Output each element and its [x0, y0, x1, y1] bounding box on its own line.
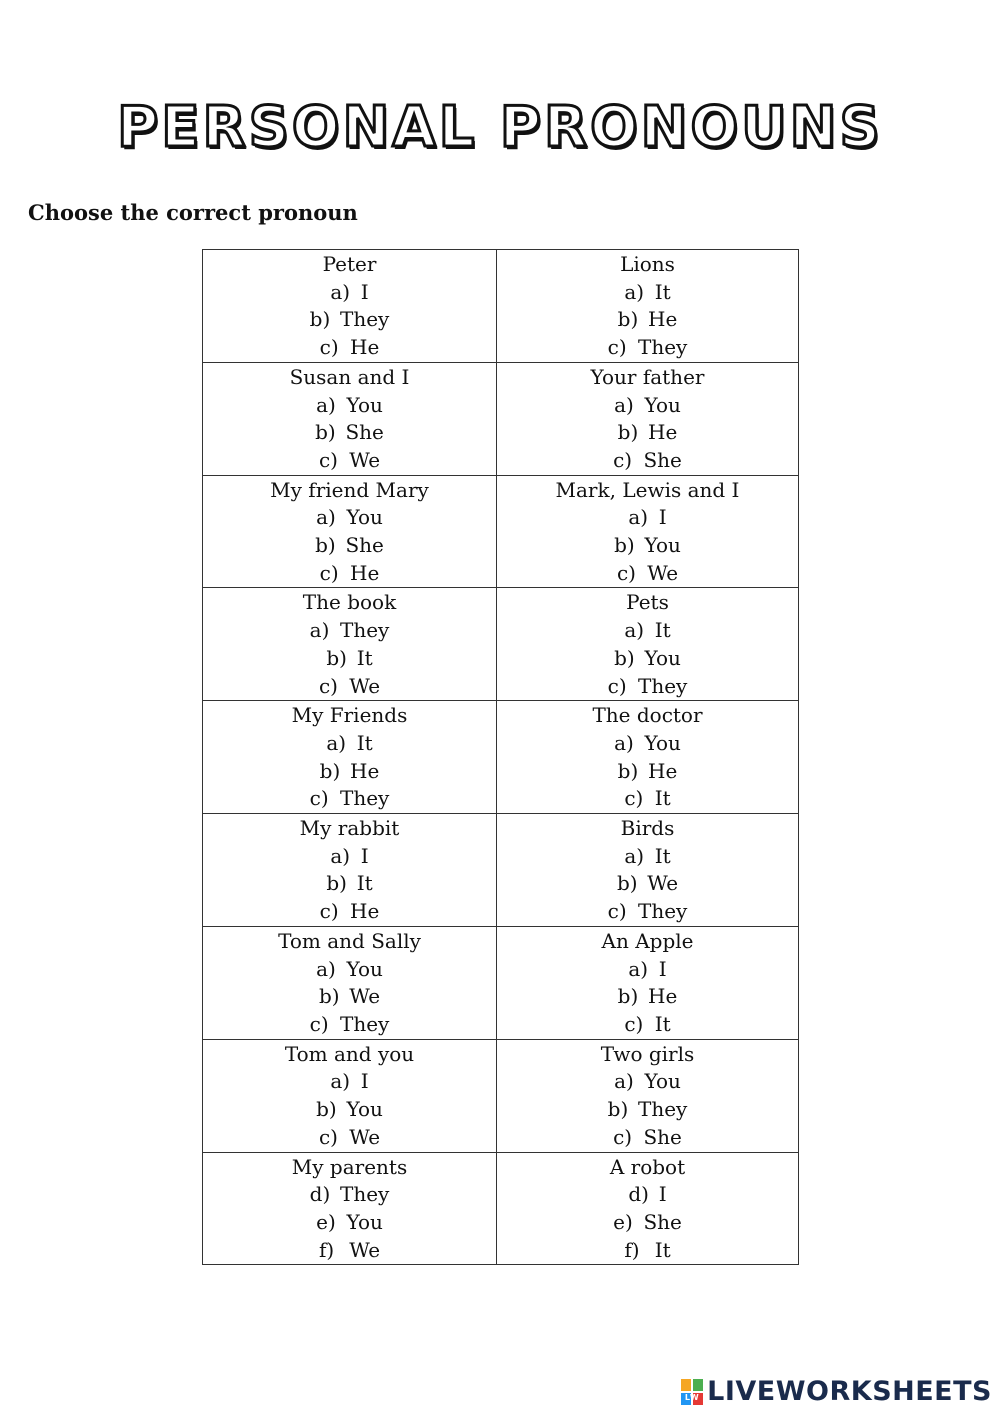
option-text: It: [654, 786, 671, 811]
question-row: [203, 701, 799, 814]
question-subject: A robot: [609, 1154, 686, 1179]
option-text: She: [345, 533, 384, 558]
option-letter: c): [624, 1011, 644, 1036]
option-text: We: [349, 673, 381, 698]
option-text: They: [638, 899, 688, 924]
question-subject: Susan and I: [289, 364, 410, 389]
option-letter: b): [326, 871, 347, 896]
answer-option[interactable]: [497, 983, 798, 1011]
option-text: We: [647, 560, 679, 585]
question-cell: [203, 701, 497, 814]
option-letter: b): [617, 758, 639, 783]
question-subject: Peter: [322, 252, 377, 276]
answer-option[interactable]: [203, 560, 496, 588]
option-letter: b): [617, 984, 639, 1009]
answer-option[interactable]: [203, 730, 496, 758]
option-letter: c): [318, 1124, 338, 1149]
answer-option[interactable]: [203, 1181, 496, 1209]
option-letter: a): [614, 1069, 634, 1094]
question-row: [203, 1152, 799, 1265]
option-text: She: [643, 447, 682, 472]
question-subject: My rabbit: [299, 816, 400, 841]
brand-name: LIVEWORKSHEETS: [707, 1376, 992, 1407]
option-letter: b): [616, 871, 638, 896]
question-cell: [203, 588, 497, 701]
option-letter: e): [316, 1209, 336, 1234]
option-text: You: [644, 533, 681, 558]
option-text: You: [644, 645, 681, 670]
answer-option[interactable]: [203, 785, 496, 813]
option-letter: b): [316, 1097, 337, 1122]
option-letter: e): [613, 1209, 633, 1234]
option-letter: a): [316, 956, 336, 981]
option-letter: c): [613, 447, 633, 472]
question-cell: [497, 1039, 799, 1152]
page-title: PERSONAL PRONOUNS: [117, 95, 883, 160]
option-text: They: [340, 1011, 390, 1036]
option-text: They: [638, 673, 688, 698]
question-cell: [497, 475, 799, 588]
question-row: [203, 588, 799, 701]
option-text: He: [350, 758, 380, 783]
question-row: [203, 926, 799, 1039]
question-cell: [203, 362, 497, 475]
option-letter: f): [318, 1237, 335, 1262]
option-letter: c): [607, 335, 627, 360]
question-cell: [203, 250, 497, 363]
answer-option[interactable]: [497, 306, 798, 334]
option-text: He: [648, 307, 678, 332]
answer-option[interactable]: [497, 419, 798, 447]
option-text: We: [349, 1124, 381, 1149]
option-letter: d): [309, 1182, 331, 1207]
option-text: He: [350, 899, 380, 924]
answer-option[interactable]: [203, 279, 496, 307]
option-text: It: [356, 871, 373, 896]
option-letter: a): [624, 279, 645, 304]
option-text: He: [648, 420, 678, 445]
question-cell: [497, 250, 799, 363]
option-letter: a): [330, 279, 351, 304]
option-letter: c): [624, 786, 644, 811]
answer-option[interactable]: [497, 447, 798, 475]
question-cell: [497, 1152, 799, 1265]
option-text: He: [648, 984, 678, 1009]
option-letter: a): [624, 843, 645, 868]
question-subject: An Apple: [601, 928, 694, 953]
option-letter: c): [607, 899, 627, 924]
option-letter: b): [318, 984, 340, 1009]
question-subject: Tom and you: [284, 1041, 415, 1066]
question-subject: Two girls: [600, 1041, 695, 1066]
option-text: You: [346, 1097, 383, 1122]
question-cell: [203, 926, 497, 1039]
option-letter: d): [628, 1182, 649, 1207]
option-text: They: [638, 335, 688, 360]
option-text: It: [654, 1011, 671, 1036]
answer-option[interactable]: [497, 1209, 798, 1237]
question-row: [203, 1039, 799, 1152]
option-text: You: [644, 392, 681, 417]
option-text: We: [349, 1237, 381, 1262]
question-subject: Lions: [620, 252, 675, 276]
answer-option[interactable]: [497, 560, 798, 588]
answer-option[interactable]: [203, 870, 496, 898]
answer-option[interactable]: [203, 1068, 496, 1096]
answer-option[interactable]: [203, 645, 496, 673]
answer-option[interactable]: [203, 419, 496, 447]
option-text: I: [360, 1069, 369, 1094]
option-letter: b): [607, 1097, 629, 1122]
question-subject: My parents: [291, 1154, 408, 1179]
answer-option[interactable]: [203, 843, 496, 871]
question-cell: [497, 362, 799, 475]
option-letter: a): [628, 956, 649, 981]
option-text: You: [346, 1209, 383, 1234]
question-subject: Birds: [620, 816, 675, 841]
question-cell: [497, 814, 799, 927]
instruction-text: Choose the correct pronoun: [28, 200, 358, 225]
question-row: [203, 250, 799, 363]
option-letter: c): [318, 447, 338, 472]
answer-option[interactable]: [497, 645, 798, 673]
answer-option[interactable]: [203, 983, 496, 1011]
answer-option[interactable]: [203, 334, 496, 362]
option-text: They: [340, 1182, 390, 1207]
answer-option[interactable]: [497, 1096, 798, 1124]
answer-option[interactable]: [203, 504, 496, 532]
option-text: You: [644, 730, 681, 755]
option-text: We: [349, 447, 381, 472]
answer-option[interactable]: [497, 392, 798, 420]
answer-option[interactable]: [497, 532, 798, 560]
answer-option[interactable]: [497, 1124, 798, 1152]
question-subject: Mark, Lewis and I: [555, 477, 740, 502]
answer-option[interactable]: [497, 504, 798, 532]
question-subject: Pets: [626, 590, 669, 615]
option-letter: a): [624, 618, 645, 643]
option-text: You: [346, 956, 383, 981]
question-subject: The doctor: [592, 703, 703, 728]
option-letter: a): [614, 392, 634, 417]
option-text: You: [346, 392, 383, 417]
question-cell: [203, 814, 497, 927]
option-letter: c): [309, 1011, 329, 1036]
option-text: We: [349, 984, 381, 1009]
liveworksheets-brand: [681, 1376, 992, 1407]
option-letter: c): [318, 673, 338, 698]
option-text: I: [658, 1182, 667, 1207]
option-text: It: [654, 843, 671, 868]
question-subject: Tom and Sally: [278, 928, 421, 953]
question-row: [203, 814, 799, 927]
option-text: I: [360, 843, 369, 868]
option-letter: a): [326, 730, 347, 755]
option-text: They: [340, 307, 390, 332]
question-subject: Your father: [590, 364, 705, 389]
answer-option[interactable]: [203, 1011, 496, 1039]
answer-option[interactable]: [203, 447, 496, 475]
option-text: You: [346, 505, 383, 530]
answer-option[interactable]: [497, 758, 798, 786]
option-letter: a): [330, 843, 351, 868]
option-letter: b): [614, 533, 635, 558]
answer-option[interactable]: [497, 956, 798, 984]
answer-option[interactable]: [497, 673, 798, 701]
option-letter: c): [613, 1124, 633, 1149]
option-text: She: [643, 1124, 682, 1149]
option-letter: b): [326, 645, 347, 670]
answer-option[interactable]: [497, 870, 798, 898]
option-text: We: [647, 871, 679, 896]
option-text: They: [340, 786, 390, 811]
option-letter: b): [309, 307, 331, 332]
pronoun-quiz-table: [202, 249, 799, 1265]
answer-option[interactable]: [497, 1068, 798, 1096]
option-letter: b): [315, 420, 336, 445]
option-letter: c): [309, 786, 329, 811]
option-letter: b): [617, 307, 639, 332]
option-text: He: [350, 560, 380, 585]
answer-option[interactable]: [497, 1237, 798, 1265]
option-letter: a): [316, 505, 336, 530]
question-cell: [203, 1039, 497, 1152]
option-text: They: [340, 618, 390, 643]
option-text: It: [654, 279, 671, 304]
question-subject: My friend Mary: [270, 477, 429, 502]
option-text: It: [654, 1237, 671, 1262]
answer-option[interactable]: [203, 1209, 496, 1237]
answer-option[interactable]: [497, 785, 798, 813]
option-text: I: [658, 956, 667, 981]
svg-text:LW: LW: [685, 1392, 700, 1402]
option-letter: f): [624, 1237, 640, 1262]
answer-option[interactable]: [203, 673, 496, 701]
option-text: You: [644, 1069, 681, 1094]
option-letter: b): [617, 420, 639, 445]
option-letter: a): [330, 1069, 351, 1094]
option-text: It: [356, 730, 373, 755]
option-letter: a): [316, 392, 336, 417]
answer-option[interactable]: [203, 1237, 496, 1265]
answer-option[interactable]: [203, 392, 496, 420]
answer-option[interactable]: [497, 1011, 798, 1039]
answer-option[interactable]: [203, 617, 496, 645]
liveworksheets-logo-icon: [681, 1379, 703, 1405]
option-text: He: [648, 758, 678, 783]
option-letter: a): [309, 618, 330, 643]
option-text: He: [350, 335, 380, 360]
answer-option[interactable]: [203, 306, 496, 334]
question-cell: [497, 701, 799, 814]
option-letter: c): [319, 335, 339, 360]
option-letter: c): [319, 899, 339, 924]
answer-option[interactable]: [497, 279, 798, 307]
option-text: I: [658, 505, 667, 530]
option-letter: b): [315, 533, 336, 558]
question-row: [203, 362, 799, 475]
option-text: She: [345, 420, 384, 445]
question-subject: The book: [302, 590, 397, 615]
option-letter: b): [614, 645, 635, 670]
question-cell: [203, 475, 497, 588]
option-letter: c): [616, 560, 636, 585]
answer-option[interactable]: [203, 1096, 496, 1124]
option-text: I: [360, 279, 369, 304]
question-cell: [497, 926, 799, 1039]
answer-option[interactable]: [203, 532, 496, 560]
option-letter: b): [319, 758, 341, 783]
option-text: They: [638, 1097, 688, 1122]
answer-option[interactable]: [203, 956, 496, 984]
answer-option[interactable]: [497, 1181, 798, 1209]
question-cell: [497, 588, 799, 701]
question-row: [203, 475, 799, 588]
answer-option[interactable]: [203, 898, 496, 926]
answer-option[interactable]: [497, 843, 798, 871]
option-letter: a): [614, 730, 634, 755]
question-subject: My Friends: [291, 703, 408, 728]
question-cell: [203, 1152, 497, 1265]
answer-option[interactable]: [497, 898, 798, 926]
option-text: She: [643, 1209, 682, 1234]
answer-option[interactable]: [203, 758, 496, 786]
answer-option[interactable]: [497, 730, 798, 758]
option-letter: a): [628, 505, 649, 530]
answer-option[interactable]: [203, 1124, 496, 1152]
option-letter: c): [607, 673, 627, 698]
answer-option[interactable]: [497, 334, 798, 362]
answer-option[interactable]: [497, 617, 798, 645]
option-text: It: [356, 645, 373, 670]
option-letter: c): [319, 560, 339, 585]
option-text: It: [654, 618, 671, 643]
